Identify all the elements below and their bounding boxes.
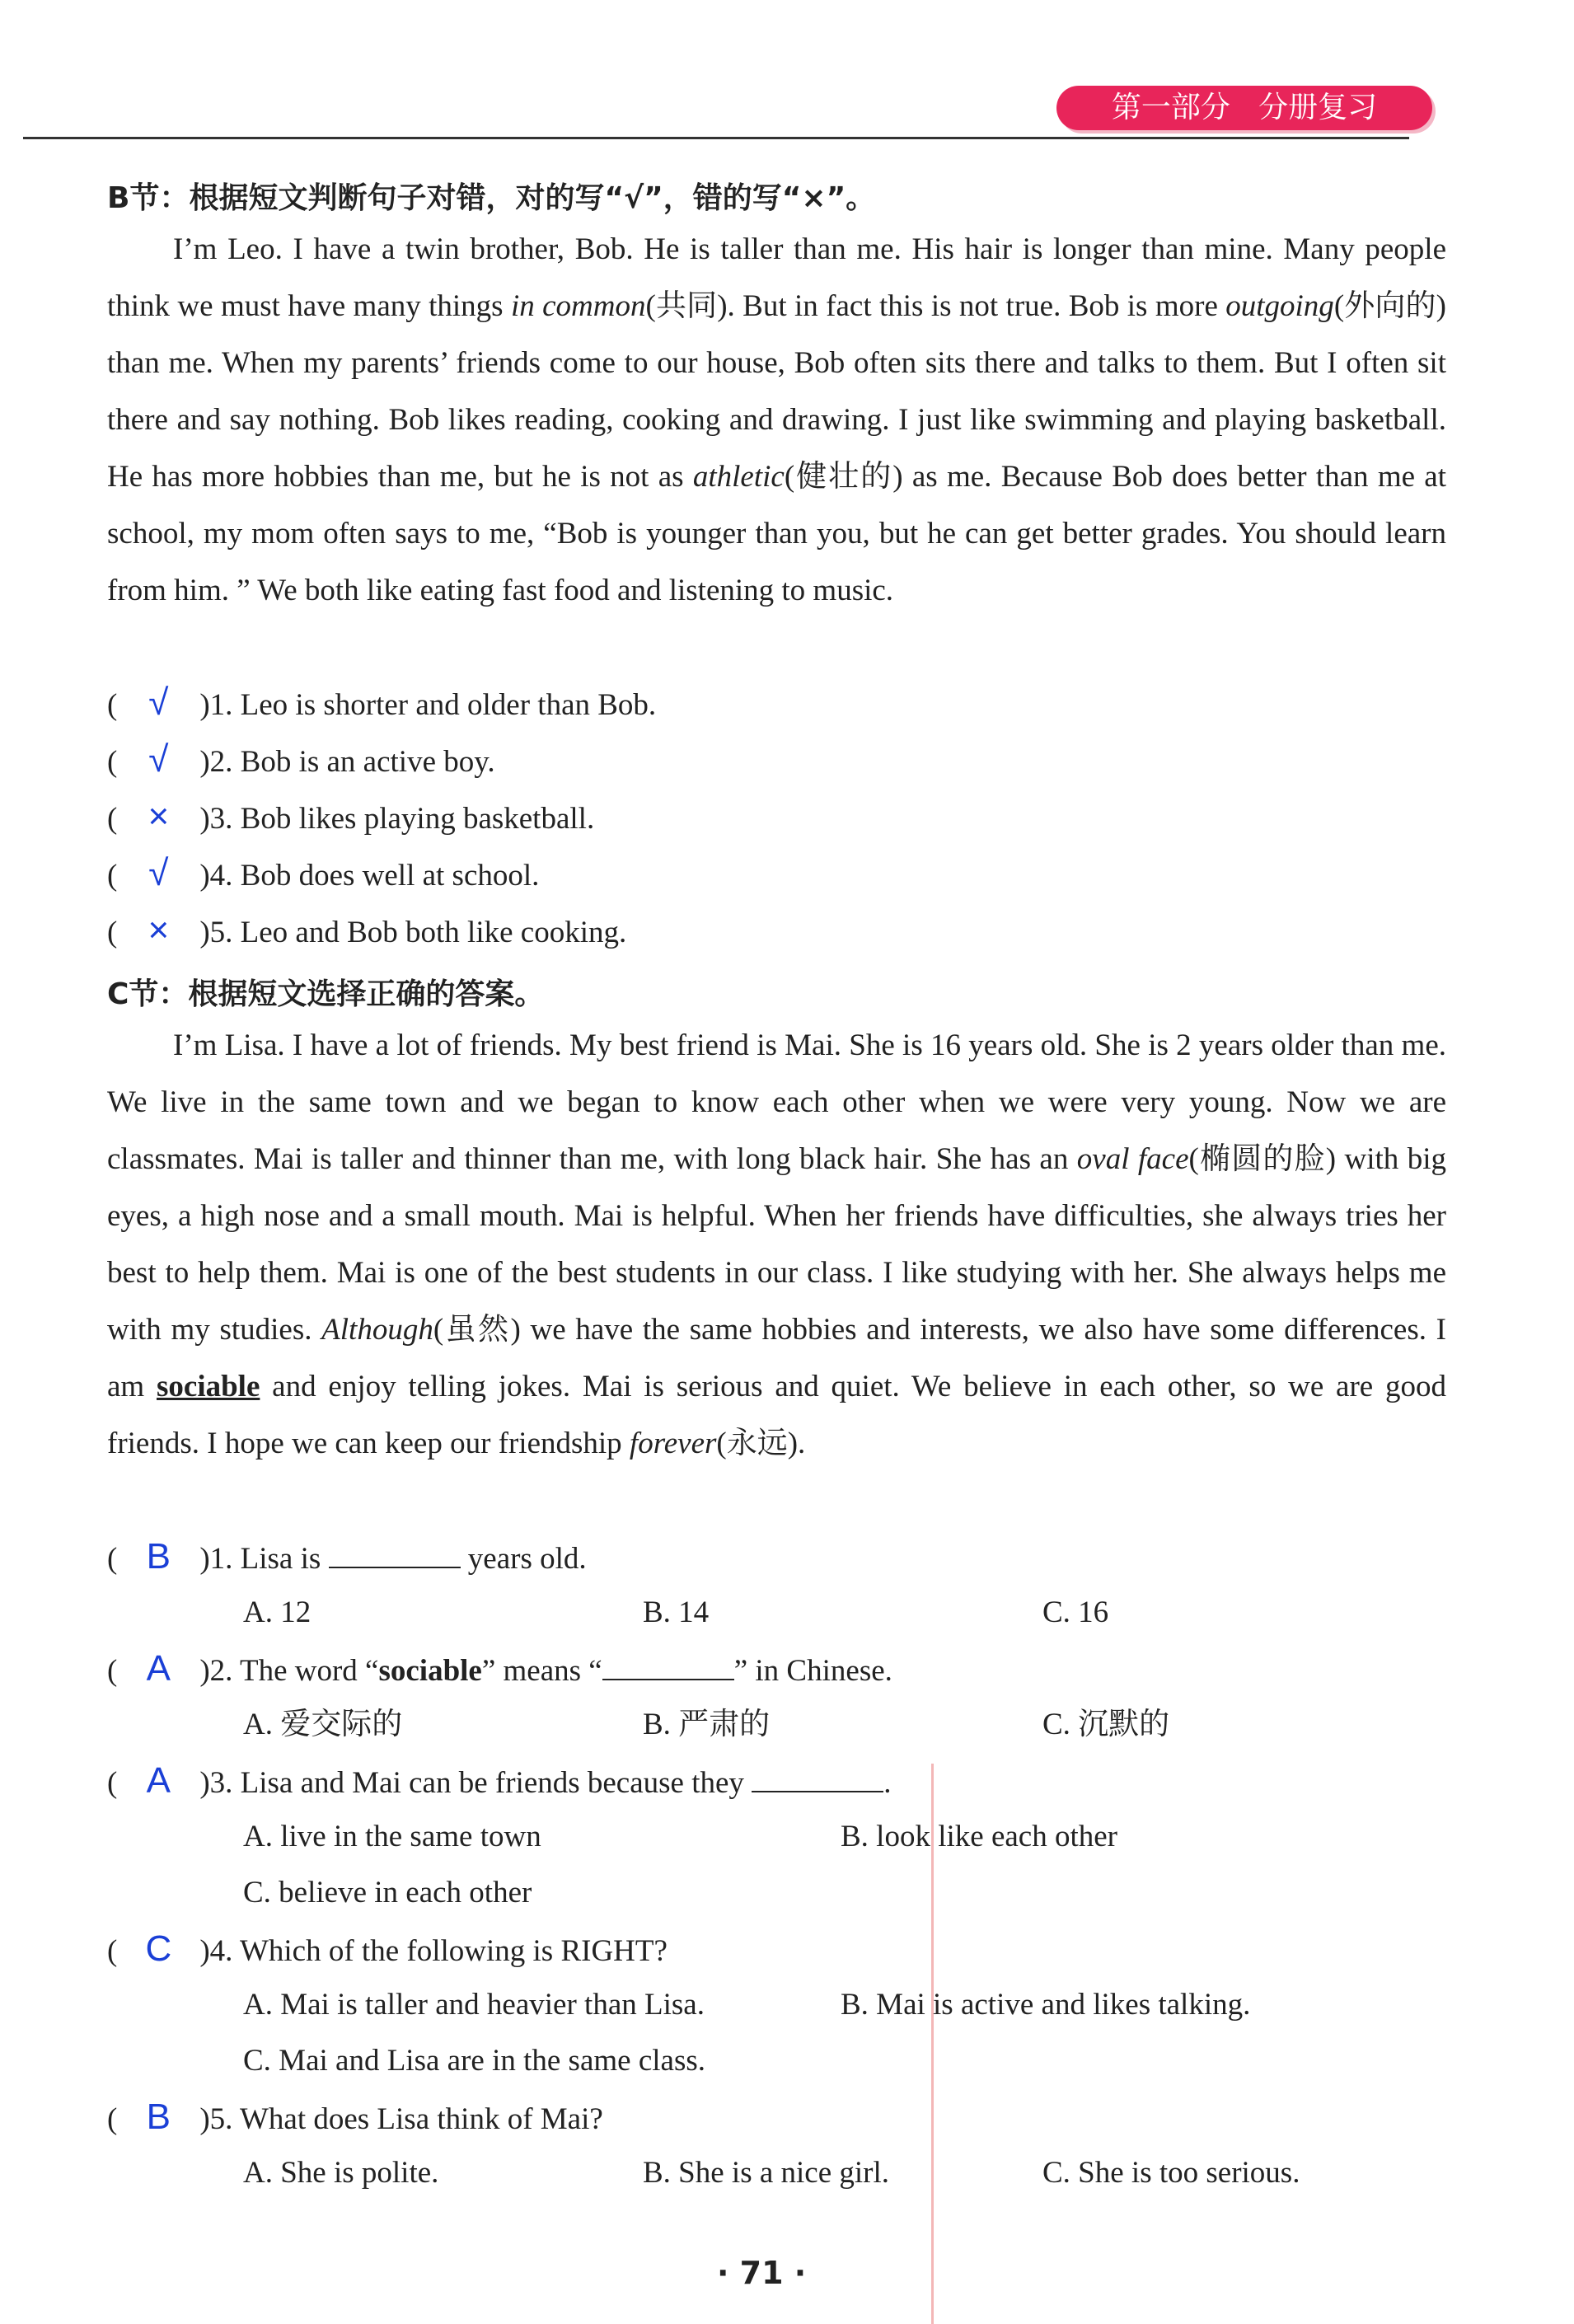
c5-option-c: C. She is too serious. — [1042, 2156, 1300, 2190]
c3-option-a: A. live in the same town — [243, 1820, 541, 1853]
c5-option-b: B. She is a nice girl. — [643, 2156, 890, 2190]
b-question-2: ( √ )2. Bob is an active boy. — [107, 731, 495, 790]
answer-blank — [602, 1651, 734, 1680]
header-rule — [23, 137, 1409, 139]
section-c-passage: I’m Lisa. I have a lot of friends. My best friend is Mai. She is 16 years old. She is 2 years older than me. We live in the same town and we began to know each other when we were very young. Now we are classmates. Mai is taller and thinner than me, with long black hair. She has an oval face(椭圆的脸) with big eyes, a high nose and a small mouth. Mai is helpful. When her friends have difficulties, she always tries her best to help them. Mai is one of the best students in our class. I like studying with her. She always helps me with my studies. Although(虽然) we have the same hobbies and interests, we also have some differences. I am sociable and enjoy telling jokes. Mai is serious and quiet. We believe in each other, so we are good friends. I hope we can keep our friendship forever(永远). — [107, 1028, 1447, 1460]
section-b-passage: I’m Leo. I have a twin brother, Bob. He is taller than me. His hair is longer than mine. Many people think we must have many things in common(共同). But in fact this is not true. Bob is more outgoing(外向的) than me. When my parents’ friends come to our house, Bob often sits there and talks to them. But I often sit there and say nothing. Bob likes reading, cooking and drawing. I just like swimming and playing basketball. He has more hobbies than me, but he is not as athletic(健壮的) as me. Because Bob does better than me at school, my mom often says to me, “Bob is younger than you, but he can get better grades. You should learn from him. ” We both like eating fast food and listening to music. — [107, 232, 1447, 607]
answer-mark: × — [148, 910, 170, 950]
answer-mark: × — [148, 796, 170, 836]
c4-option-c: C. Mai and Lisa are in the same class. — [243, 2044, 705, 2078]
answer-mark: B — [146, 1536, 171, 1577]
section-banner: 第一部分 分册复习 — [1056, 86, 1432, 130]
c-question-4: ( C )4. Which of the following is RIGHT? — [107, 1920, 668, 1980]
c1-option-c: C. 16 — [1042, 1595, 1109, 1629]
c2-option-c: C. 沉默的 — [1042, 1708, 1170, 1741]
c1-option-b: B. 14 — [643, 1595, 710, 1629]
b-question-3: ( × )3. Bob likes playing basketball. — [107, 788, 594, 847]
c3-option-c: C. believe in each other — [243, 1876, 532, 1909]
answer-mark: C — [145, 1928, 172, 1969]
answer-mark: √ — [148, 739, 169, 780]
answer-blank — [752, 1763, 883, 1792]
section-c-heading: C节：根据短文选择正确的答案。 — [107, 977, 545, 1011]
b-question-4: ( √ )4. Bob does well at school. — [107, 845, 539, 904]
answer-mark: √ — [148, 682, 169, 723]
answer-mark: A — [146, 1760, 171, 1801]
c4-option-b: B. Mai is active and likes talking. — [841, 1988, 1251, 2022]
c2-option-a: A. 爱交际的 — [243, 1708, 403, 1741]
answer-mark: √ — [148, 853, 169, 893]
page-number: · 71 · — [717, 2255, 807, 2291]
b-question-1: ( √ )1. Leo is shorter and older than Bob. — [107, 674, 656, 733]
section-b-heading: B节：根据短文判断句子对错，对的写“√”，错的写“×”。 — [107, 181, 876, 215]
b-question-5: ( × )5. Leo and Bob both like cooking. — [107, 902, 626, 961]
c1-option-a: A. 12 — [243, 1595, 312, 1629]
answer-mark: A — [146, 1648, 171, 1689]
c-question-3: ( A )3. Lisa and Mai can be friends because they . — [107, 1752, 891, 1811]
c-question-5: ( B )5. What does Lisa think of Mai? — [107, 2088, 603, 2148]
answer-blank — [329, 1539, 461, 1568]
c-question-1: ( B )1. Lisa is years old. — [107, 1528, 587, 1587]
c-question-2: ( A )2. The word “sociable” means “ ” in Chinese. — [107, 1640, 892, 1699]
c2-option-b: B. 严肃的 — [643, 1708, 771, 1741]
c5-option-a: A. She is polite. — [243, 2156, 439, 2190]
answer-mark: B — [146, 2097, 171, 2137]
c4-option-a: A. Mai is taller and heavier than Lisa. — [243, 1988, 705, 2022]
c3-option-b: B. look like each other — [841, 1820, 1117, 1853]
